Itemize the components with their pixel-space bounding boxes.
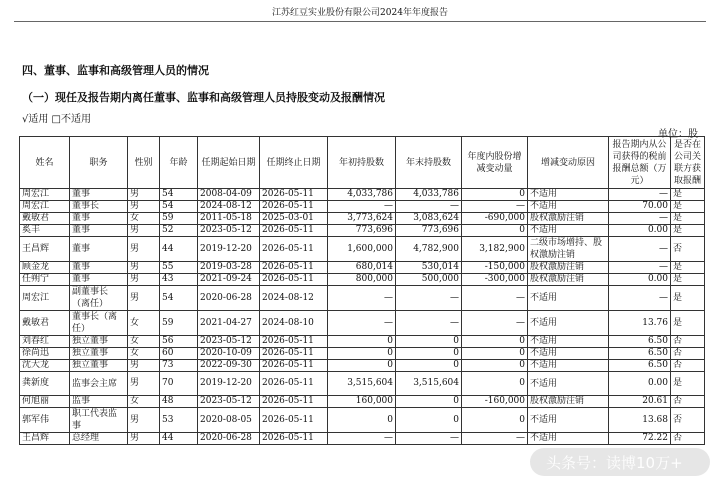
table-cell: 6.50 xyxy=(609,336,671,348)
table-cell: 王昌辉 xyxy=(20,433,70,445)
table-cell: 53 xyxy=(160,408,198,433)
table-cell: 是 xyxy=(671,225,705,237)
table-cell: 44 xyxy=(160,433,198,445)
table-cell: 60 xyxy=(160,348,198,360)
table-cell: 2026-05-11 xyxy=(260,336,328,348)
table-cell: 2026-05-11 xyxy=(260,237,328,262)
table-cell: 2026-05-11 xyxy=(260,262,328,274)
table-cell: 不适用 xyxy=(528,201,609,213)
table-row xyxy=(20,360,705,372)
table-cell: 70.00 xyxy=(609,201,671,213)
table-cell: -160,000 xyxy=(462,396,528,408)
table-cell: 二级市场增持、股权激励注销 xyxy=(528,237,609,262)
table-cell: — xyxy=(396,311,462,336)
table-cell: 3,083,624 xyxy=(396,213,462,225)
table-cell: 股权激励注销 xyxy=(528,274,609,286)
table-cell: 773,696 xyxy=(328,225,396,237)
table-cell: 监事会主席 xyxy=(70,372,128,396)
table-cell: 男 xyxy=(128,408,160,433)
table-cell: 3,182,900 xyxy=(462,237,528,262)
table-cell: 0 xyxy=(328,408,396,433)
table-cell: 1,600,000 xyxy=(328,237,396,262)
table-cell: 龚新度 xyxy=(20,372,70,396)
table-cell: 2026-05-11 xyxy=(260,360,328,372)
table-cell: 56 xyxy=(160,336,198,348)
table-cell: 男 xyxy=(128,225,160,237)
table-cell: 3,515,604 xyxy=(328,372,396,396)
table-cell: 不适用 xyxy=(528,433,609,445)
table-cell: 监事 xyxy=(70,396,128,408)
table-cell: 男 xyxy=(128,286,160,311)
table-cell: 0 xyxy=(396,396,462,408)
table-row xyxy=(20,408,705,433)
table-cell: 0 xyxy=(462,225,528,237)
table-cell: 2020-06-28 xyxy=(198,286,260,311)
table-cell: — xyxy=(328,311,396,336)
table-cell: 股权激励注销 xyxy=(528,213,609,225)
table-cell: 500,000 xyxy=(396,274,462,286)
table-cell: 2026-05-11 xyxy=(260,348,328,360)
table-cell: 独立董事 xyxy=(70,336,128,348)
table-cell: 70 xyxy=(160,372,198,396)
applicability-checkbox: √适用 □不适用 xyxy=(22,114,91,125)
table-cell: 是 xyxy=(671,372,705,396)
col-header: 增减变动原因 xyxy=(528,137,609,189)
table-cell: — xyxy=(396,433,462,445)
table-cell: — xyxy=(462,286,528,311)
table-cell: 2023-05-12 xyxy=(198,225,260,237)
table-cell: 0.00 xyxy=(609,274,671,286)
table-cell: 男 xyxy=(128,201,160,213)
table-cell: 不适用 xyxy=(528,311,609,336)
col-header: 年初持股数 xyxy=(328,137,396,189)
table-cell: 43 xyxy=(160,274,198,286)
table-cell: 3,773,624 xyxy=(328,213,396,225)
table-cell: 总经理 xyxy=(70,433,128,445)
header-divider xyxy=(14,21,706,22)
table-cell: 女 xyxy=(128,348,160,360)
table-cell: — xyxy=(462,201,528,213)
table-cell: 2023-05-12 xyxy=(198,396,260,408)
table-row xyxy=(20,336,705,348)
table-cell: 54 xyxy=(160,286,198,311)
table-cell: 2020-08-05 xyxy=(198,408,260,433)
table-cell: — xyxy=(328,286,396,311)
col-header: 年末持股数 xyxy=(396,137,462,189)
table-cell: 顾金龙 xyxy=(20,262,70,274)
table-cell: 独立董事 xyxy=(70,360,128,372)
table-row xyxy=(20,213,705,225)
table-cell: 54 xyxy=(160,189,198,201)
table-cell: 2011-05-18 xyxy=(198,213,260,225)
table-cell: 2026-05-11 xyxy=(260,433,328,445)
table-cell: 何旭丽 xyxy=(20,396,70,408)
table-cell: — xyxy=(328,433,396,445)
table-cell: 是 xyxy=(671,213,705,225)
table-cell: 男 xyxy=(128,360,160,372)
table-cell: 2019-12-20 xyxy=(198,237,260,262)
table-cell: 0 xyxy=(396,408,462,433)
col-header: 职务 xyxy=(70,137,128,189)
table-cell: 刘春红 xyxy=(20,336,70,348)
table-cell: 59 xyxy=(160,311,198,336)
table-cell: 任朔宁 xyxy=(20,274,70,286)
table-cell: 0 xyxy=(396,360,462,372)
table-cell: 55 xyxy=(160,262,198,274)
table-row xyxy=(20,286,705,311)
table-cell: 0 xyxy=(462,360,528,372)
table-cell: 周宏江 xyxy=(20,189,70,201)
table-cell: 男 xyxy=(128,189,160,201)
table-cell: — xyxy=(462,433,528,445)
table-cell: 男 xyxy=(128,274,160,286)
table-cell: 董事 xyxy=(70,237,128,262)
table-cell: 女 xyxy=(128,213,160,225)
table-cell: 2026-05-11 xyxy=(260,225,328,237)
table-cell: 773,696 xyxy=(396,225,462,237)
table-cell: 0 xyxy=(462,408,528,433)
table-cell: 20.61 xyxy=(609,396,671,408)
table-cell: 680,014 xyxy=(328,262,396,274)
table-cell: 0 xyxy=(462,372,528,396)
table-cell: 2023-05-12 xyxy=(198,336,260,348)
table-cell: 2024-08-12 xyxy=(260,286,328,311)
table-cell: 72.22 xyxy=(609,433,671,445)
table-cell: 0 xyxy=(328,348,396,360)
table-cell: 2026-05-11 xyxy=(260,408,328,433)
table-row xyxy=(20,348,705,360)
table-cell: 否 xyxy=(671,348,705,360)
table-cell: 董事长 xyxy=(70,201,128,213)
table-row xyxy=(20,262,705,274)
table-cell: 2026-05-11 xyxy=(260,201,328,213)
table-cell: 48 xyxy=(160,396,198,408)
col-header: 年龄 xyxy=(160,137,198,189)
table-cell: 不适用 xyxy=(528,348,609,360)
table-row xyxy=(20,201,705,213)
table-cell: 2022-09-30 xyxy=(198,360,260,372)
table-cell: 2019-03-28 xyxy=(198,262,260,274)
table-cell: 4,033,786 xyxy=(396,189,462,201)
table-row xyxy=(20,189,705,201)
table-cell: — xyxy=(396,201,462,213)
unit-label: 单位：股 xyxy=(658,129,698,140)
table-cell: 男 xyxy=(128,262,160,274)
table-cell: 2026-05-11 xyxy=(260,396,328,408)
table-cell: 2021-04-27 xyxy=(198,311,260,336)
table-cell: 男 xyxy=(128,433,160,445)
table-cell: 女 xyxy=(128,396,160,408)
table-cell: 44 xyxy=(160,237,198,262)
subsection-title: （一）现任及报告期内离任董事、监事和高级管理人员持股变动及报酬情况 xyxy=(22,91,385,104)
table-cell: 董事 xyxy=(70,274,128,286)
table-cell: 530,014 xyxy=(396,262,462,274)
table-cell: 不适用 xyxy=(528,286,609,311)
table-cell: 是 xyxy=(671,189,705,201)
table-cell: 2024-08-12 xyxy=(198,201,260,213)
table-cell: 不适用 xyxy=(528,360,609,372)
table-cell: 2020-10-09 xyxy=(198,348,260,360)
table-cell: 6.50 xyxy=(609,348,671,360)
table-cell: 沈大龙 xyxy=(20,360,70,372)
table-cell: 是 xyxy=(671,201,705,213)
table-cell: 否 xyxy=(671,396,705,408)
table-cell: 董事长（离任） xyxy=(70,311,128,336)
table-cell: 不适用 xyxy=(528,372,609,396)
directors-shareholding-table xyxy=(19,136,705,445)
table-cell: 160,000 xyxy=(328,396,396,408)
table-cell: 是 xyxy=(671,262,705,274)
table-cell: — xyxy=(396,286,462,311)
table-cell: 独立董事 xyxy=(70,348,128,360)
table-cell: 3,515,604 xyxy=(396,372,462,396)
table-cell: 否 xyxy=(671,433,705,445)
table-cell: — xyxy=(462,311,528,336)
col-header: 年度内股份增减变动量 xyxy=(462,137,528,189)
table-cell: 周宏江 xyxy=(20,286,70,311)
table-cell: 2024-08-10 xyxy=(260,311,328,336)
table-cell: 戴敏君 xyxy=(20,213,70,225)
table-cell: 0 xyxy=(328,360,396,372)
table-cell: — xyxy=(609,262,671,274)
table-row xyxy=(20,372,705,396)
table-cell: 2021-09-24 xyxy=(198,274,260,286)
table-row xyxy=(20,237,705,262)
table-cell: 2020-06-28 xyxy=(198,433,260,445)
table-cell: 董事 xyxy=(70,262,128,274)
table-row xyxy=(20,225,705,237)
col-header: 报告期内从公司获得的税前报酬总额（万元） xyxy=(609,137,671,189)
table-cell: 王昌辉 xyxy=(20,237,70,262)
table-cell: 54 xyxy=(160,201,198,213)
table-cell: 2026-05-11 xyxy=(260,372,328,396)
report-header xyxy=(0,0,720,22)
table-cell: 否 xyxy=(671,237,705,262)
table-cell: -150,000 xyxy=(462,262,528,274)
table-cell: 是 xyxy=(671,311,705,336)
table-cell: 2008-04-09 xyxy=(198,189,260,201)
table-cell: 是 xyxy=(671,286,705,311)
table-cell: 0.00 xyxy=(609,225,671,237)
table-row xyxy=(20,311,705,336)
table-cell: 男 xyxy=(128,372,160,396)
table-cell: 女 xyxy=(128,311,160,336)
table-cell: 0.00 xyxy=(609,372,671,396)
table-cell: — xyxy=(609,286,671,311)
table-cell: 2026-05-11 xyxy=(260,189,328,201)
table-cell: 不适用 xyxy=(528,408,609,433)
table-cell: 0 xyxy=(462,189,528,201)
table-cell: 董事 xyxy=(70,225,128,237)
table-cell: — xyxy=(609,237,671,262)
col-header: 任期终止日期 xyxy=(260,137,328,189)
table-cell: 800,000 xyxy=(328,274,396,286)
table-cell: 0 xyxy=(462,348,528,360)
table-cell: 13.76 xyxy=(609,311,671,336)
table-cell: 0 xyxy=(396,336,462,348)
table-cell: 0 xyxy=(328,336,396,348)
col-header: 姓名 xyxy=(20,137,70,189)
table-cell: 不适用 xyxy=(528,189,609,201)
table-row xyxy=(20,433,705,445)
table-cell: 4,782,900 xyxy=(396,237,462,262)
table-cell: 男 xyxy=(128,237,160,262)
table-cell: 6.50 xyxy=(609,360,671,372)
watermark-text: 头条号：读博10万+ xyxy=(546,454,683,472)
table-cell: 0 xyxy=(462,336,528,348)
report-header-title: 江苏红豆实业股份有限公司2024年年度报告 xyxy=(272,8,448,18)
table-cell: 股权激励注销 xyxy=(528,396,609,408)
table-cell: — xyxy=(328,201,396,213)
col-header: 性别 xyxy=(128,137,160,189)
table-cell: 13.68 xyxy=(609,408,671,433)
table-cell: 2026-05-11 xyxy=(260,274,328,286)
table-cell: — xyxy=(609,189,671,201)
table-cell: 戴敏君 xyxy=(20,311,70,336)
table-cell: 女 xyxy=(128,336,160,348)
table-cell: 股权激励注销 xyxy=(528,262,609,274)
table-row xyxy=(20,396,705,408)
col-header: 任期起始日期 xyxy=(198,137,260,189)
table-cell: -300,000 xyxy=(462,274,528,286)
table-cell: 52 xyxy=(160,225,198,237)
table-cell: 是 xyxy=(671,274,705,286)
table-cell: 0 xyxy=(396,348,462,360)
table-cell: 奚丰 xyxy=(20,225,70,237)
table-cell: 否 xyxy=(671,360,705,372)
table-cell: 周宏江 xyxy=(20,201,70,213)
table-cell: 职工代表监事 xyxy=(70,408,128,433)
table-row xyxy=(20,274,705,286)
table-cell: 不适用 xyxy=(528,336,609,348)
table-cell: 董事 xyxy=(70,213,128,225)
table-cell: 否 xyxy=(671,336,705,348)
table-cell: 不适用 xyxy=(528,225,609,237)
table-header-row xyxy=(20,137,705,189)
table-cell: 59 xyxy=(160,213,198,225)
table-cell: 徐尚迅 xyxy=(20,348,70,360)
table-cell: 2019-12-20 xyxy=(198,372,260,396)
table-cell: -690,000 xyxy=(462,213,528,225)
table-cell: — xyxy=(609,213,671,225)
table-cell: 副董事长（离任） xyxy=(70,286,128,311)
table-cell: 4,033,786 xyxy=(328,189,396,201)
table-cell: 73 xyxy=(160,360,198,372)
table-cell: 2025-03-01 xyxy=(260,213,328,225)
table-cell: 否 xyxy=(671,408,705,433)
table-cell: 郭军伟 xyxy=(20,408,70,433)
section-title: 四、董事、监事和高级管理人员的情况 xyxy=(22,64,209,77)
col-header: 是否在公司关联方获取报酬 xyxy=(671,137,705,189)
table-cell: 董事 xyxy=(70,189,128,201)
